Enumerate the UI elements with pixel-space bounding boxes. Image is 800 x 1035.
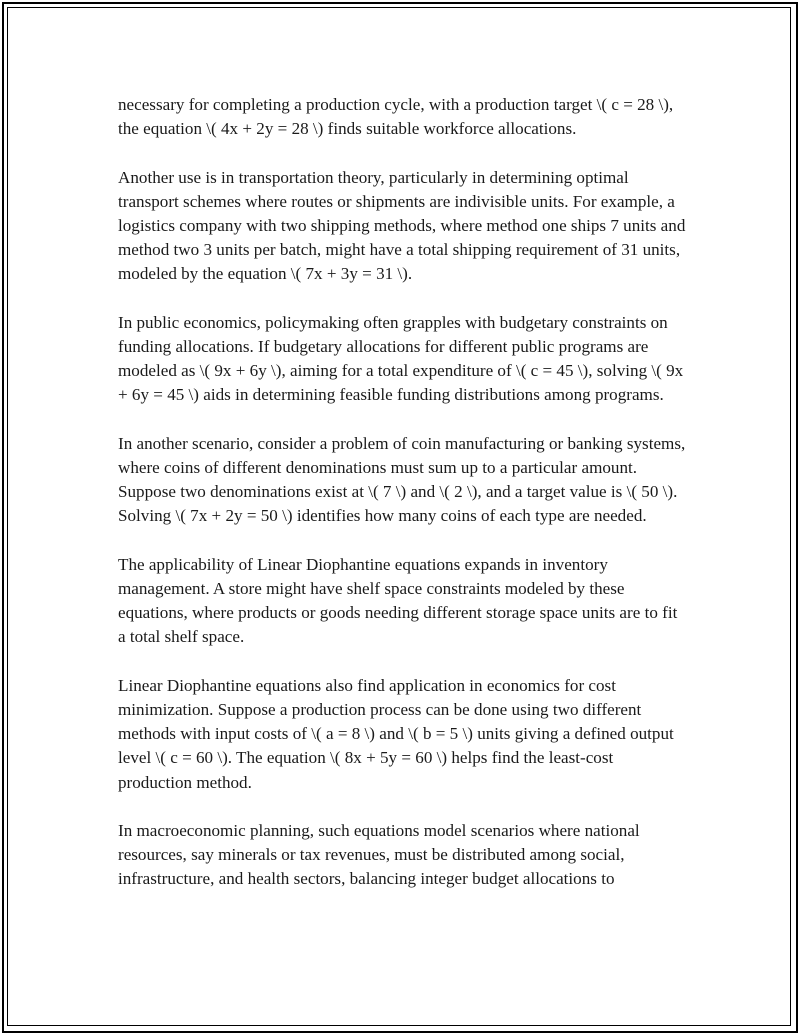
paragraph-transportation: Another use is in transportation theory, particularly in determining optimal transport schemes where routes or shipments are indivisible units. For example, a logistics company with two shipping methods, where method one ships 7 units and method two 3 units per batch, might have a total shipping requirement of 31 units, modeled by the equation \( 7x + 3y = 31 \). xyxy=(118,167,686,284)
paragraph-coin-manufacturing: In another scenario, consider a problem of coin manufacturing or banking systems, where coins of different denominations must sum up to a particular amount. Suppose two denominations exist at \( 7 \) and \( 2 \), and a target value is \( 50 \). Solving \( 7x + 2y = 50 \) identifies how many coins of each type are needed. xyxy=(118,433,686,526)
paragraph-workforce: necessary for completing a production cycle, with a production target \( c = 28 \), the equation \( 4x + 2y = 28 \) finds suitable workforce allocations. xyxy=(118,95,674,139)
document-body xyxy=(118,93,688,916)
paragraph-inventory: The applicability of Linear Diophantine equations expands in inventory management. A store might have shelf space constraints modeled by these equations, where products or goods needing different storage space units are to fit a total shelf space. xyxy=(118,554,678,647)
paragraph-cost-minimization: Linear Diophantine equations also find application in economics for cost minimization. Suppose a production process can be done using two different methods with input costs of \( a = 8 \) and \( b = 5 \) units giving a defined output level \( c = 60 \). The equation \( 8x + 5y = 60 \) helps find the least-cost production method. xyxy=(118,675,674,792)
paragraph-macroeconomic: In macroeconomic planning, such equations model scenarios where national resources, say minerals or tax revenues, must be distributed among social, infrastructure, and health sectors, balancing integer budget allocations to xyxy=(118,821,640,889)
paragraph-public-economics: In public economics, policymaking often grapples with budgetary constraints on funding allocations. If budgetary allocations for different public programs are modeled as \( 9x + 6y \), aiming for a total expenditure of \( c = 45 \), solving \( 9x + 6y = 45 \) aids in determining feasible funding distributions among programs. xyxy=(118,312,684,405)
